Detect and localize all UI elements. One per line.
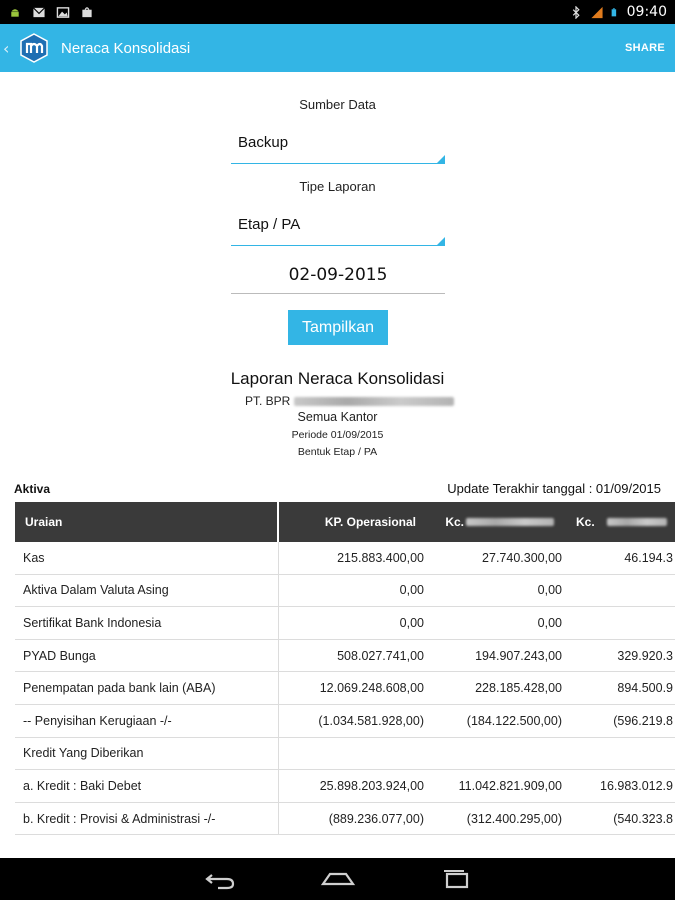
image-icon [56,6,70,19]
store-icon [80,6,94,19]
app-logo-icon[interactable] [19,33,49,63]
cell-col2: (312.400.295,00) [466,811,562,826]
cell-col2: 11.042.821.909,00 [458,778,562,793]
up-caret-icon[interactable]: ‹ [3,38,10,58]
home-icon[interactable] [318,867,358,891]
clock: 09:40 [626,4,667,20]
redacted-branch-name [607,518,667,526]
table-row [15,738,675,771]
cell-col1: (1.034.581.928,00) [318,713,424,728]
cell-col1 [279,738,426,770]
android-icon [8,6,22,19]
cell-col2: 27.740.300,00 [482,550,562,565]
cell-col1: 25.898.203.924,00 [319,778,424,793]
header-col2-label: Kc. [445,515,464,529]
report-office: Semua Kantor [297,410,378,424]
table-body [15,542,675,835]
type-spinner[interactable] [231,206,445,246]
cell-uraian: Aktiva Dalam Valuta Asing [15,575,279,607]
date-value: 02-09-2015 [288,265,388,285]
table-row [15,672,675,705]
source-value: Backup [238,134,289,151]
mail-icon [32,6,46,19]
cell-col1: (889.236.077,00) [328,811,424,826]
table-row [15,803,675,836]
report-title: Laporan Neraca Konsolidasi [230,369,445,388]
cell-col2: 0,00 [537,615,562,630]
cell-uraian: Sertifikat Bank Indonesia [15,607,279,639]
header-uraian: Uraian [25,515,63,529]
cell-col2 [426,738,564,770]
cell-uraian: Penempatan pada bank lain (ABA) [15,672,279,704]
battery-icon [611,6,620,19]
notification-icons [8,6,94,19]
back-icon[interactable] [200,867,240,891]
cell-col3 [564,607,675,639]
report-form: Bentuk Etap / PA [297,446,378,458]
cell-col2: 0,00 [537,583,562,598]
cell-col3: 46.194.3 [624,550,673,565]
section-label: Aktiva [14,482,51,496]
cell-col2: (184.122.500,00) [466,713,562,728]
cell-uraian: -- Penyisihan Kerugiaan -/- [15,705,279,737]
system-icons [569,4,667,20]
cell-col3 [564,575,675,607]
navigation-bar [0,858,675,900]
table-row [15,542,675,575]
header-col2 [426,502,564,542]
cell-col1: 12.069.248.608,00 [319,681,424,696]
cell-col2: 194.907.243,00 [475,648,562,663]
status-bar [0,0,675,24]
page-title: Neraca Konsolidasi [61,39,191,57]
table-header [15,502,675,542]
recents-icon[interactable] [436,867,476,891]
show-button[interactable]: Tampilkan [288,310,388,345]
share-button[interactable]: SHARE [624,42,665,54]
cell-col1: 508.027.741,00 [337,648,424,663]
header-col3 [564,502,675,542]
cell-col3 [564,738,675,770]
cell-col3: 894.500.9 [617,681,673,696]
cell-uraian: b. Kredit : Provisi & Administrasi -/- [15,803,279,835]
cell-uraian: a. Kredit : Baki Debet [15,770,279,802]
date-field[interactable] [231,255,445,294]
cell-col3: 329.920.3 [617,648,673,663]
table-row [15,575,675,608]
cell-uraian: Kas [15,542,279,574]
last-update: Update Terakhir tanggal : 01/09/2015 [447,481,661,496]
source-label: Sumber Data [299,97,376,112]
bluetooth-icon [569,6,583,19]
spinner-indicator-icon [437,155,445,163]
signal-icon [590,6,604,19]
balance-table [15,502,675,835]
cell-col3: (540.323.8 [613,811,673,826]
cell-col1: 0,00 [399,615,424,630]
type-label: Tipe Laporan [299,179,376,194]
action-bar [0,24,675,72]
source-spinner[interactable] [231,124,445,164]
cell-col3: 16.983.012.9 [600,778,673,793]
report-period: Periode 01/09/2015 [291,429,384,441]
cell-uraian: PYAD Bunga [15,640,279,672]
header-col3-label: Kc. [576,515,595,529]
cell-col1: 215.883.400,00 [337,550,424,565]
table-row [15,640,675,673]
type-value: Etap / PA [238,216,301,233]
report-company [245,394,454,408]
cell-col2: 228.185.428,00 [475,681,562,696]
cell-uraian: Kredit Yang Diberikan [15,738,279,770]
content-area [0,72,675,858]
table-row [15,770,675,803]
spinner-indicator-icon [437,237,445,245]
redacted-company-name [294,397,454,406]
redacted-branch-name [466,518,554,526]
header-col1: KP. Operasional [324,515,416,529]
table-row [15,607,675,640]
cell-col3: (596.219.8 [613,713,673,728]
cell-col1: 0,00 [399,583,424,598]
company-prefix: PT. BPR [245,394,291,408]
table-row [15,705,675,738]
